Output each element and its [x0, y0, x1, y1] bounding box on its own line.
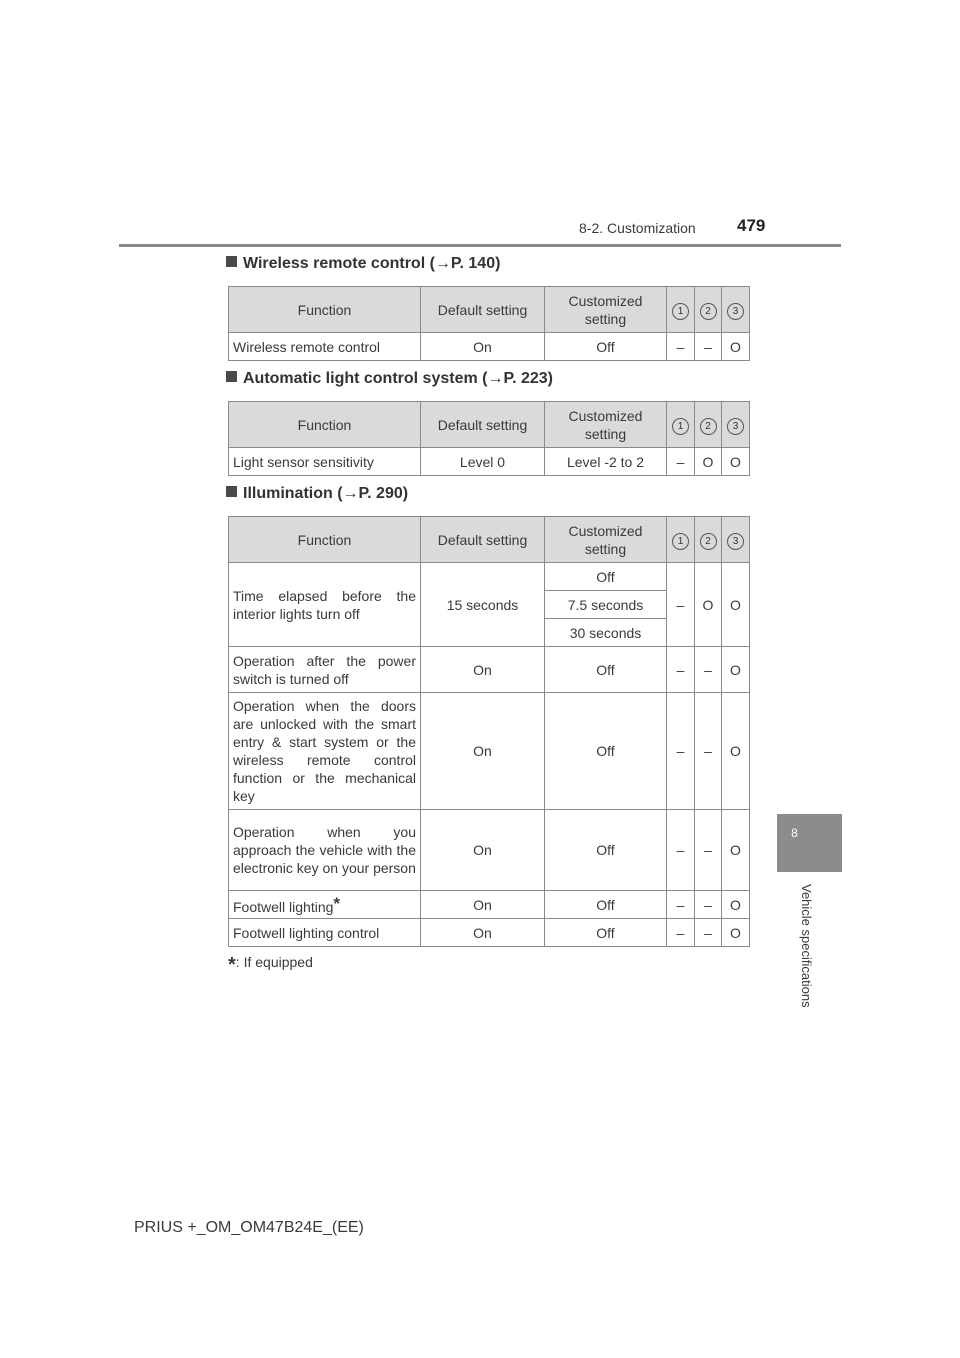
- header-divider: [119, 244, 841, 247]
- cell-c2: –: [695, 919, 722, 947]
- col-header-3: [722, 287, 750, 333]
- circled-number-1-icon: 1: [672, 418, 689, 435]
- col-header-2: [695, 517, 722, 563]
- footnote-text: : If equipped: [235, 954, 313, 970]
- circled-number-2-icon: 2: [700, 303, 717, 320]
- cell-customized-option: 7.5 seconds: [545, 591, 667, 619]
- table-row: [229, 448, 750, 476]
- cell-c2: –: [695, 810, 722, 891]
- cell-c2: O: [695, 563, 722, 647]
- cell-c3: O: [722, 647, 750, 693]
- section-heading-wireless-remote: [226, 255, 500, 273]
- cell-c2: –: [695, 333, 722, 361]
- cell-default: 15 seconds: [421, 563, 545, 647]
- table-row: [229, 693, 750, 810]
- col-header-default: Default setting: [421, 287, 545, 333]
- table-header-row: [229, 517, 750, 563]
- cell-c1: –: [667, 448, 695, 476]
- section-title: 8-2. Customization: [579, 220, 696, 236]
- cell-c1: –: [667, 333, 695, 361]
- cell-c2: –: [695, 693, 722, 810]
- col-header-customized: Customized setting: [545, 402, 667, 448]
- col-header-customized: Customized setting: [545, 287, 667, 333]
- chapter-tab-label: Vehicle specifications: [799, 884, 814, 1008]
- table-header-row: [229, 287, 750, 333]
- cell-customized: Off: [545, 333, 667, 361]
- table-wireless-remote: [228, 286, 750, 361]
- cell-default: On: [421, 693, 545, 810]
- cell-customized: Off: [545, 810, 667, 891]
- chapter-tab-number: 8: [791, 826, 798, 840]
- section-heading-text: Illumination (→P. 290): [243, 485, 409, 502]
- cell-c2: –: [695, 891, 722, 919]
- cell-customized-option: Off: [545, 563, 667, 591]
- section-heading-light-control: [226, 370, 553, 388]
- section-heading-text: Automatic light control system (→P. 223): [243, 370, 553, 387]
- chapter-tab: [777, 814, 842, 872]
- cell-customized: Level -2 to 2: [545, 448, 667, 476]
- col-header-function: Function: [229, 517, 421, 563]
- cell-c1: –: [667, 891, 695, 919]
- cell-function: Wireless remote control: [229, 333, 421, 361]
- cell-c1: –: [667, 647, 695, 693]
- cell-c3: O: [722, 810, 750, 891]
- col-header-default: Default setting: [421, 402, 545, 448]
- footnote-star: *: [228, 954, 236, 976]
- cell-c2: –: [695, 647, 722, 693]
- table-row: [229, 810, 750, 891]
- table-row: [229, 333, 750, 361]
- square-bullet-icon: [226, 256, 237, 267]
- cell-c3: O: [722, 448, 750, 476]
- cell-c2: O: [695, 448, 722, 476]
- circled-number-1-icon: 1: [672, 533, 689, 550]
- cell-c1: –: [667, 563, 695, 647]
- col-header-2: [695, 287, 722, 333]
- col-header-3: [722, 402, 750, 448]
- cell-function: Operation when you approach the vehicle with the electronic key on your person: [229, 810, 421, 891]
- col-header-1: [667, 287, 695, 333]
- col-header-default: Default setting: [421, 517, 545, 563]
- table-row: [229, 891, 750, 919]
- cell-function-text: Footwell lighting: [233, 899, 334, 915]
- cell-default: On: [421, 919, 545, 947]
- table-header-row: [229, 402, 750, 448]
- cell-default: On: [421, 647, 545, 693]
- circled-number-3-icon: 3: [727, 303, 744, 320]
- cell-function: [229, 891, 421, 919]
- cell-c3: O: [722, 693, 750, 810]
- table-row: [229, 563, 750, 591]
- col-header-customized: Customized setting: [545, 517, 667, 563]
- cell-function: Footwell lighting control: [229, 919, 421, 947]
- section-heading-illumination: [226, 485, 408, 503]
- cell-c1: –: [667, 919, 695, 947]
- cell-function: Light sensor sensitivity: [229, 448, 421, 476]
- cell-c1: –: [667, 693, 695, 810]
- page-number: 479: [737, 216, 766, 235]
- circled-number-3-icon: 3: [727, 533, 744, 550]
- document-id: PRIUS +_OM_OM47B24E_(EE): [134, 1219, 364, 1236]
- cell-customized-option: 30 seconds: [545, 619, 667, 647]
- footnote-mark: *: [333, 894, 341, 913]
- cell-default: On: [421, 333, 545, 361]
- cell-default: On: [421, 810, 545, 891]
- square-bullet-icon: [226, 486, 237, 497]
- col-header-function: Function: [229, 402, 421, 448]
- circled-number-2-icon: 2: [700, 418, 717, 435]
- table-illumination: [228, 516, 750, 947]
- col-header-1: [667, 517, 695, 563]
- circled-number-1-icon: 1: [672, 303, 689, 320]
- cell-customized: Off: [545, 647, 667, 693]
- table-row: [229, 919, 750, 947]
- cell-c3: O: [722, 891, 750, 919]
- cell-default: On: [421, 891, 545, 919]
- cell-c3: O: [722, 919, 750, 947]
- square-bullet-icon: [226, 371, 237, 382]
- footnote: [228, 954, 313, 977]
- col-header-1: [667, 402, 695, 448]
- cell-function: Time elapsed before the interior lights turn off: [229, 563, 421, 647]
- cell-function: Operation when the doors are unlocked with the smart entry & start system or the wireless remote control function or the mechanical key: [229, 693, 421, 810]
- col-header-2: [695, 402, 722, 448]
- cell-c1: –: [667, 810, 695, 891]
- circled-number-3-icon: 3: [727, 418, 744, 435]
- cell-c3: O: [722, 333, 750, 361]
- section-heading-text: Wireless remote control (→P. 140): [243, 255, 501, 272]
- cell-c3: O: [722, 563, 750, 647]
- table-row: [229, 647, 750, 693]
- col-header-function: Function: [229, 287, 421, 333]
- circled-number-2-icon: 2: [700, 533, 717, 550]
- col-header-3: [722, 517, 750, 563]
- cell-default: Level 0: [421, 448, 545, 476]
- cell-customized: Off: [545, 891, 667, 919]
- cell-customized: Off: [545, 919, 667, 947]
- cell-customized: Off: [545, 693, 667, 810]
- cell-function: Operation after the power switch is turned off: [229, 647, 421, 693]
- table-light-control: [228, 401, 750, 476]
